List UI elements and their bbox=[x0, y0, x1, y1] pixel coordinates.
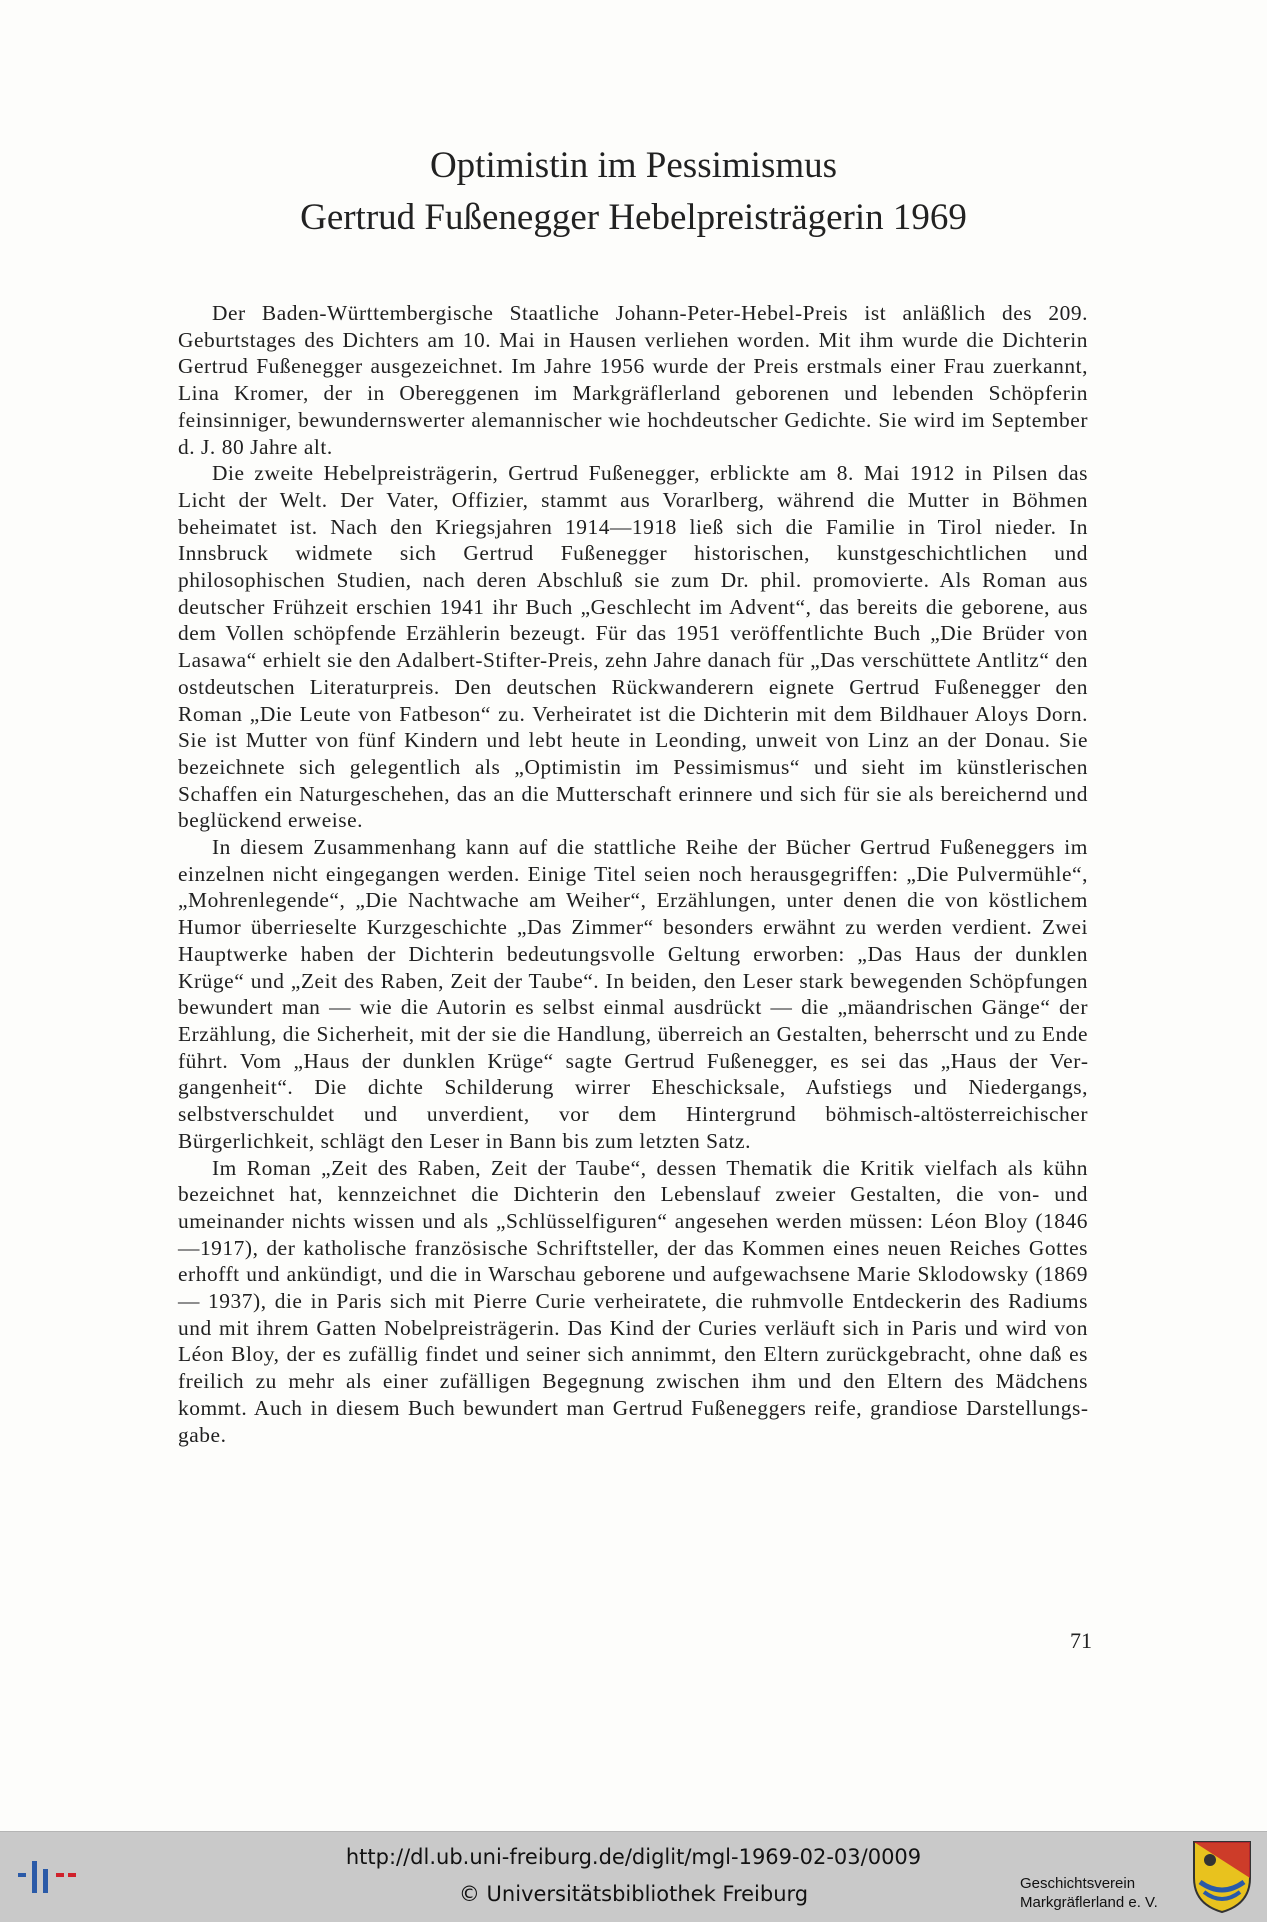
paragraph: Die zweite Hebelpreisträgerin, Gertrud Fußenegger, erblickte am 8. Mai 1912 in Pilsen das Licht der Welt. Der Vater, Offizier, stammt aus Vorarlberg, während die Mutter in Böhmen beheimatet ist. Nach den Kriegsjahren 1914—1918 ließ sich die Familie in Tirol nieder. In Innsbruck widmete sich Gertrud Fußenegger historischen, kunstgeschichtlichen und philosophischen Studien, nach deren Abschluß sie zum Dr. phil. promovierte. Als Roman aus deutscher Frühzeit erschien 1941 ihr Buch „Geschlecht im Advent“, das bereits die geborene, aus dem Vollen schöpfende Erzählerin bezeugt. Für das 1951 veröffentlichte Buch „Die Brüder von Lasawa“ erhielt sie den Adalbert-Stifter-Preis, zehn Jahre danach für „Das verschüttete Antlitz“ den ostdeutschen Literaturpreis. Den deutschen Rückwanderern eignete Gertrud Fußenegger den Roman „Die Leute von Fatbeson“ zu. Verheiratet ist die Dichterin mit dem Bildhauer Aloys Dorn. Sie ist Mutter von fünf Kindern und lebt heute in Leonding, unweit von Linz an der Donau. Sie bezeichnete sich gelegentlich als „Optimistin im Pessimismus“ und sieht im künstlerischen Schaffen ein Naturgeschehen, das an die Mutterschaft erinnere und sich für sie als bereichernd und beglückend erweise. bbox=[178, 461, 1088, 833]
society-name-line-2: Markgräflerland e. V. bbox=[1020, 1894, 1158, 1911]
society-name bbox=[1020, 1874, 1190, 1912]
paragraph: In diesem Zusammenhang kann auf die stattliche Reihe der Bücher Gertrud Fußeneggers im einzelnen nicht eingegangen werden. Einige Titel seien noch herausgegriffen: „Die Pulvermühle“, „Mohrenlegende“, „Die Nachtwache am Weiher“, Erzählungen, unter denen die von köstlichem Humor überrieselte Kurzgeschichte „Das Zimmer“ besonders erwähnt zu werden verdient. Zwei Hauptwerke haben der Dichterin bedeutungsvolle Geltung erworben: „Das Haus der dunklen Krüge“ und „Zeit des Raben, Zeit der Taube“. In beiden, den Leser stark bewegenden Schöpfungen bewundert man — wie die Autorin es selbst einmal ausdrückt — die „mäandrischen Gänge“ der Erzählung, die Sicherheit, mit der sie die Handlung, überreich an Gestalten, beherrscht und zu Ende führt. Vom „Haus der dunklen Krüge“ sagte Gertrud Fußenegger, es sei das „Haus der Vergangenheit“. Die dichte Schilderung wirrer Eheschicksale, Aufstiegs und Niedergangs, selbstverschuldet und unverdient, vor dem Hintergrund böhmisch-altösterreichischer Bürgerlichkeit, schlägt den Leser in Bann bis zum letzten Satz. bbox=[178, 835, 1088, 1153]
title-line-2: Gertrud Fußenegger Hebelpreisträgerin 1969 bbox=[300, 197, 967, 238]
document-url bbox=[0, 1845, 1267, 1869]
article-title bbox=[0, 140, 1267, 244]
page-number: 71 bbox=[1070, 1628, 1092, 1653]
society-name-line-1: Geschichtsverein bbox=[1020, 1875, 1136, 1892]
title-line-1: Optimistin im Pessimismus bbox=[429, 145, 838, 186]
paragraph: Der Baden-Württembergische Staatliche Johann-Peter-Hebel-Preis ist anläßlich des 209. Geburtstages des Dichters am 10. Mai in Hausen verliehen worden. Mit ihm wurde die Dichterin Gertrud Fußenegger ausgezeichnet. Im Jahre 1956 wurde der Preis erstmals einer Frau zuerkannt, Lina Kromer, der in Obereggenen im Markgräflerland geborenen und lebenden Schöpferin feinsinniger, bewundernswerter alemannischer wie hochdeutscher Gedichte. Sie wird im September d. J. 80 Jahre alt. bbox=[178, 301, 1088, 459]
paragraph: Im Roman „Zeit des Raben, Zeit der Taube“, dessen Thematik die Kritik vielfach als kühn bezeichnet hat, kennzeichnet die Dichterin den Lebenslauf zweier Gestalten, die von- und umeinander nichts wissen und als „Schlüsselfiguren“ angesehen werden müssen: Léon Bloy (1846—1917), der katholische französische Schriftsteller, der das Kommen eines neuen Reiches Gottes erhofft und ankündigt, und die in Warschau geborene und aufgewachsene Marie Sklodowsky (1869— 1937), die in Paris sich mit Pierre Curie verheiratete, die ruhmvolle Entdeckerin des Radiums und mit ihrem Gatten Nobelpreisträgerin. Das Kind der Curies verläuft sich in Paris und wird von Léon Bloy, der es zufällig findet und seiner sich annimmt, den Eltern zurückgebracht, ohne daß es freilich zu mehr als einer zufälligen Begegnung zwischen ihm und den Eltern des Mädchens kommt. Auch in diesem Buch bewundert man Gertrud Fußeneggers reife, grandiose Darstellungsgabe. bbox=[178, 1155, 1088, 1447]
copyright-notice: © Universitätsbibliothek Freiburg bbox=[458, 1882, 809, 1906]
article-body bbox=[178, 300, 1088, 1448]
coat-of-arms-icon bbox=[1190, 1838, 1254, 1916]
footer-bar bbox=[0, 1831, 1267, 1922]
document-url-link[interactable]: http://dl.ub.uni-freiburg.de/diglit/mgl-1969-02-03/0009 bbox=[345, 1845, 922, 1869]
